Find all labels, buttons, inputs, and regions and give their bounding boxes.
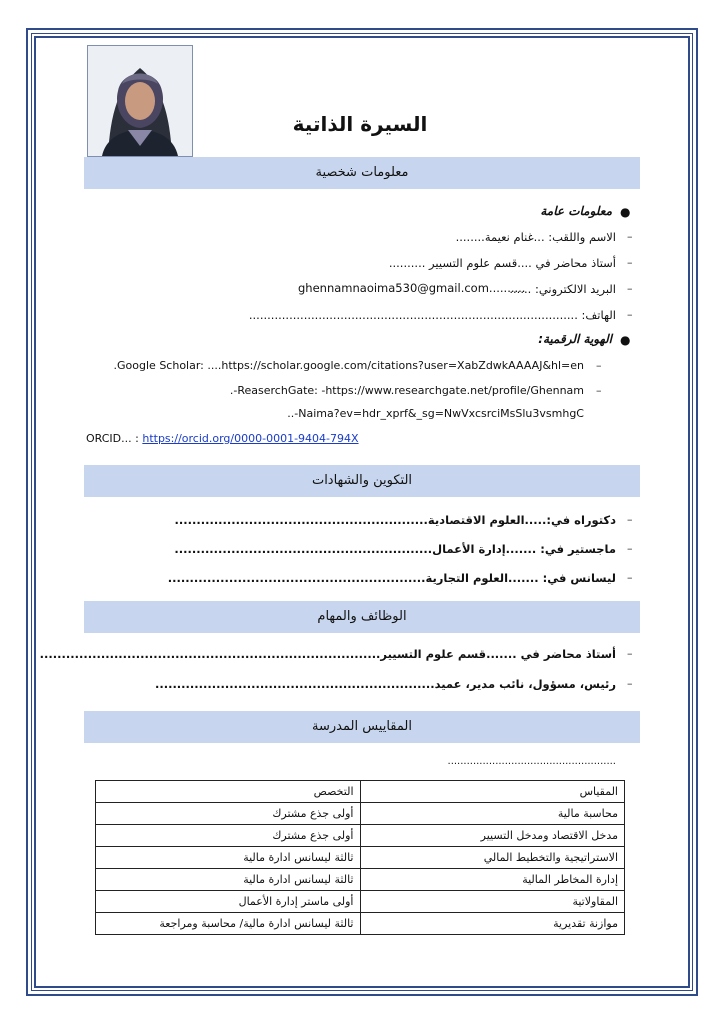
table-cell: محاسبة مالية — [360, 803, 625, 825]
job-item: أستاذ محاضر في .......قسم علوم التسيير.............................................................................. — [39, 647, 616, 661]
dash-icon: – — [627, 542, 633, 555]
table-cell: موازنة تقديرية — [360, 913, 625, 935]
table-cell: مدخل الاقتصاد ومدخل التسيير — [360, 825, 625, 847]
table-row — [96, 913, 625, 935]
name-line: الاسم واللقب: ...غنام نعيمة........ — [455, 230, 616, 244]
dash-icon: – — [627, 256, 633, 269]
dash-icon: – — [596, 384, 602, 397]
section-courses: المقاييس المدرسة — [84, 711, 640, 743]
dash-icon: – — [627, 513, 633, 526]
position-line: أستاذ محاضر في ....قسم علوم التسيير .......... — [388, 256, 616, 270]
bullet-icon: ● — [620, 205, 631, 219]
table-row — [96, 803, 625, 825]
dash-icon: – — [596, 359, 602, 372]
dash-icon: – — [627, 647, 633, 660]
table-cell: أولى جذع مشترك — [96, 803, 361, 825]
education-item: ماجستير في: .......إدارة الأعمال........................................................... — [174, 542, 616, 556]
page-title: السيرة الذاتية — [292, 112, 428, 136]
courses-dots: ..................................................... — [447, 756, 616, 767]
education-item: دكتوراه في:.....العلوم الاقتصادية.......................................................... — [174, 513, 616, 527]
table-cell: أولى جذع مشترك — [96, 825, 361, 847]
profile-photo — [87, 45, 193, 157]
table-row — [96, 891, 625, 913]
dash-icon: – — [627, 308, 633, 321]
table-cell: ثالثة ليسانس ادارة مالية/ محاسبة ومراجعة — [96, 913, 361, 935]
dash-icon: – — [627, 571, 633, 584]
researchgate-line-1[interactable]: ReaserchGate: -https://www.researchgate.net/profile/Ghennam-. — [229, 384, 584, 397]
digital-id-heading: الهوية الرقمية: — [538, 332, 612, 346]
section-personal-info: معلومات شخصية — [84, 157, 640, 189]
orcid-link[interactable]: https://orcid.org/0000-0001-9404-794X — [142, 432, 359, 445]
orcid-label: ORCID... : — [86, 432, 143, 445]
table-cell: الاستراتيجية والتخطيط المالي — [360, 847, 625, 869]
email-value[interactable]: ghennamnaoima530@gmail.com.......... — [298, 281, 526, 295]
table-row — [96, 825, 625, 847]
section-jobs: الوظائف والمهام — [84, 601, 640, 633]
general-info-heading: معلومات عامة — [540, 204, 612, 218]
google-scholar-line[interactable]: Google Scholar: ....https://scholar.google.com/citations?user=XabZdwkAAAAJ&hl=en. — [113, 359, 584, 372]
table-cell: ثالثة ليسانس ادارة مالية — [96, 847, 361, 869]
email-label: البريد الالكتروني: ...... — [509, 282, 616, 296]
job-item: رئيس، مسؤول، نائب مدير، عميد................................................................ — [154, 677, 616, 691]
table-header-specialty: التخصص — [96, 781, 361, 803]
education-item: ليسانس في: .......العلوم التجارية........................................................... — [167, 571, 616, 585]
table-cell: إدارة المخاطر المالية — [360, 869, 625, 891]
dash-icon: – — [627, 230, 633, 243]
table-cell: المقاولاتية — [360, 891, 625, 913]
courses-table — [95, 780, 625, 935]
table-row — [96, 847, 625, 869]
bullet-icon: ● — [620, 333, 631, 347]
phone-line: الهاتف: .......................................................................................... — [248, 308, 616, 322]
researchgate-line-2[interactable]: Naima?ev=hdr_xprf&_sg=NwVxcsrciMsSlu3vsmhgC-.. — [287, 407, 584, 420]
dash-icon: – — [627, 282, 633, 295]
table-header-row — [96, 781, 625, 803]
orcid-line — [86, 432, 359, 445]
table-cell: ثالثة ليسانس ادارة مالية — [96, 869, 361, 891]
table-row — [96, 869, 625, 891]
table-cell: أولى ماستر إدارة الأعمال — [96, 891, 361, 913]
dash-icon: – — [627, 677, 633, 690]
section-education: التكوين والشهادات — [84, 465, 640, 497]
table-header-course: المقياس — [360, 781, 625, 803]
